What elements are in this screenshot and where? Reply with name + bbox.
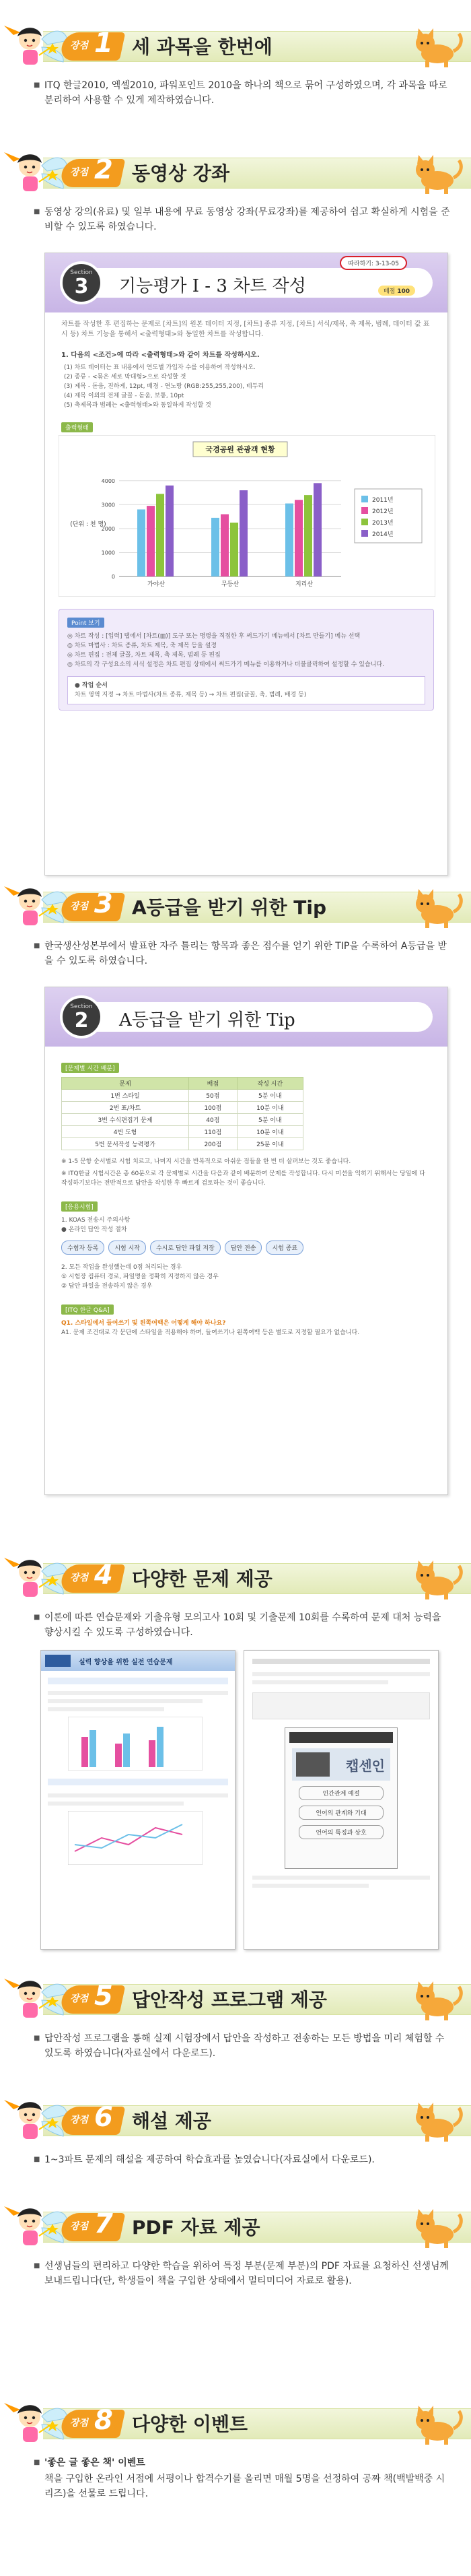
bar xyxy=(137,509,145,576)
x-tick-label: 가야산 xyxy=(147,581,166,588)
feature-description: ■ 답안작성 프로그램을 통해 실제 시험장에서 답안을 작성하고 전송하는 모든 방법을 미리 체험할 수 있도록 하였습니다(자료실에서 다운로드). xyxy=(34,2031,451,2061)
flow-tag: [응용시험] xyxy=(61,1201,98,1212)
feature-header xyxy=(0,20,471,73)
feature-title: 다양한 이벤트 xyxy=(132,2413,248,2435)
mini-line-chart xyxy=(68,1811,203,1865)
event-title: ■ '좋은 글 좋은 책' 이벤트 xyxy=(34,2455,451,2470)
feature-badge-label: 장점 xyxy=(70,2418,89,2429)
table-row: 3번 수식편집기 문제 40점 5분 이내 xyxy=(62,1114,303,1126)
cat-mascot-icon xyxy=(405,1976,466,2023)
time-table xyxy=(61,1077,303,1150)
lesson-header xyxy=(45,253,447,312)
lesson-preview-chart xyxy=(44,253,448,876)
lesson-title: 기능평가 I - 3 차트 작성 xyxy=(119,276,306,296)
note-item: ※ ITQ한글 시험시간은 총 60분으로 각 문제별로 시간을 다음과 같이 배분하여 문제를 작성합니다. 다시 미션을 익히기 위해서는 당일에 다 작성하기보다는 전반적으로 답안을 작성한 후 빠르게 검토하는 것이 좋습니다. xyxy=(61,1170,425,1187)
feature-badge-number: 8 xyxy=(94,2405,113,2436)
table-header: 작성 시간 xyxy=(237,1078,303,1090)
feature-header xyxy=(0,2398,471,2450)
point-item: ◎ 차트의 각 구성요소의 서식 설정은 차트 편집 상태에서 써드가기 메뉴를 이용하거나 더블클릭하여 설정할 수 있습니다. xyxy=(67,661,384,668)
flow-step: 수험자 등록 xyxy=(61,1241,104,1255)
flow-note: ② 답안 파일을 전송하지 않은 경우 xyxy=(61,1283,153,1290)
flow-intro: 1. KOAS 전송시 주의사항 xyxy=(61,1217,131,1224)
feature-title: 동영상 강좌 xyxy=(132,162,229,185)
feature-header xyxy=(0,2201,471,2253)
legend-swatch xyxy=(361,496,368,502)
legend-swatch xyxy=(361,507,368,514)
flow-step: 시험 시작 xyxy=(108,1241,146,1255)
y-tick-label: 0 xyxy=(111,574,115,580)
bar xyxy=(221,515,229,576)
exam-page-title: 캡센인 xyxy=(346,1758,385,1774)
table-header: 배점 xyxy=(189,1078,238,1090)
table-tag: [문제별 시간 배분] xyxy=(61,1063,119,1073)
qa-question: Q1. 스타일에서 들여쓰기 및 왼쪽여백은 어떻게 해야 하나요? xyxy=(61,1320,226,1327)
flow-intro: ● 온라인 답안 작성 절차 xyxy=(61,1226,127,1233)
exam-item: 언어의 관계와 기대 xyxy=(299,1806,384,1820)
feature-badge-label: 장점 xyxy=(70,2115,89,2125)
condition-item: (1) 차트 데이터는 표 내용에서 연도별 가입자 수를 이용하여 작성하시오. xyxy=(64,364,256,371)
lesson-intro: 차트를 작성한 후 편집하는 문제로 [차트]의 원본 데이터 지정, [차트] 종류 지정, [차트] 서식/제목, 축 제목, 범례, 데이터 값 표시 등) 차트 기능을 통해서 <출력형태>와 동일한 차트를 작성합니다. xyxy=(61,321,430,338)
cat-mascot-icon xyxy=(405,150,466,197)
qa-answer: A1. 문제 조건대로 각 문단에 스타일을 적용해야 하며, 들여쓰기나 왼쪽여백 등은 별도로 지정할 필요가 없습니다. xyxy=(61,1329,360,1336)
flow-note: 2. 모든 작업을 완성했는데 0점 처리되는 경우 xyxy=(61,1264,182,1271)
feature-description: ■ 한국생산성본부에서 발표한 자주 틀리는 항목과 좋은 점수를 얻기 위한 TIP을 수록하여 A등급을 받을 수 있도록 하였습니다. xyxy=(34,939,451,968)
cat-mascot-icon xyxy=(405,2097,466,2144)
cat-mascot-icon xyxy=(405,884,466,931)
bar xyxy=(314,483,322,576)
points-tag: Point 보기 xyxy=(67,618,104,628)
legend-swatch xyxy=(361,530,368,537)
point-item: ◎ 차트 마법사 : 차트 종류, 차트 제목, 축 제목 등을 설정 xyxy=(67,642,217,649)
bar xyxy=(240,490,248,576)
x-tick-label: 무등산 xyxy=(221,581,240,588)
steps-box xyxy=(67,676,425,704)
point-item: ◎ 차트 편집 : 전체 글꼴, 차트 제목, 축 제목, 범례 등 편집 xyxy=(67,652,221,659)
y-tick-label: 4000 xyxy=(101,477,115,484)
chart-ylabel: (단위 : 천 명) xyxy=(70,521,106,528)
lesson-question: 1. 다음의 <조건>에 따라 <출력형태>와 같이 차트를 작성하시오. xyxy=(61,352,260,359)
y-tick-label: 2000 xyxy=(101,525,115,532)
feature-description: ■ ITQ 한글2010, 엑셀2010, 파워포인트 2010을 하나의 책으로 묶어 구성하였으며, 각 과목을 따로 분리하여 사용할 수 있게 제작하였습니다. xyxy=(34,78,451,108)
table-header: 문제 xyxy=(62,1078,189,1090)
bar xyxy=(230,523,238,576)
feature-title: 해설 제공 xyxy=(132,2110,211,2132)
cat-mascot-icon xyxy=(405,2400,466,2447)
file-tag: 따라하기: 3-13-05 xyxy=(340,256,407,270)
feature-title: PDF 자료 제공 xyxy=(132,2216,260,2239)
points-box xyxy=(59,609,434,711)
legend-label: 2013년 xyxy=(372,520,394,527)
exam-page-preview xyxy=(244,1650,439,1950)
legend-label: 2011년 xyxy=(372,497,394,504)
exam-item: 언어의 특징과 상호 xyxy=(299,1825,384,1839)
bar xyxy=(147,506,155,576)
lesson-title: A등급을 받기 위한 Tip xyxy=(119,1010,295,1030)
section-badge: Section 3 xyxy=(60,261,103,304)
legend-label: 2014년 xyxy=(372,531,394,538)
score-badge: 배점 100 xyxy=(378,286,415,296)
condition-item: (2) 종류 - <묶은 세로 막대형>으로 작성할 것 xyxy=(64,374,186,381)
feature-badge-number: 1 xyxy=(94,28,113,59)
flow-step: 수시로 답안 파일 저장 xyxy=(150,1241,221,1255)
feature-title: 세 과목을 한번에 xyxy=(132,36,273,58)
feature-badge-number: 6 xyxy=(94,2102,113,2133)
feature-description: 책을 구입한 온라인 서점에 서평이나 합격수기를 올리면 매월 5명을 선정하여 공짜 책(백발백중 시리즈)을 선물로 드립니다. xyxy=(44,2474,445,2499)
feature-header xyxy=(0,2094,471,2147)
lesson-header xyxy=(45,987,447,1047)
table-row: 5번 문서작성 능력평가 200점 25분 이내 xyxy=(62,1138,303,1150)
feature-badge-number: 2 xyxy=(94,154,113,185)
output-tag: 출력형태 xyxy=(61,422,93,432)
qa-tag: [ITQ 한글 Q&A] xyxy=(61,1304,114,1315)
y-tick-label: 1000 xyxy=(101,550,115,556)
condition-list xyxy=(45,363,447,410)
bar xyxy=(304,495,312,576)
feature-header xyxy=(0,1552,471,1605)
section-badge: Section 2 xyxy=(60,995,103,1038)
feature-title: 답안작성 프로그램 제공 xyxy=(132,1989,327,2011)
feature-title: A등급을 받기 위한 Tip xyxy=(132,896,326,919)
steps-title: ● 작업 순서 xyxy=(75,682,108,689)
condition-item: (4) 제목 이외의 전체 글꼴 - 돋움, 보통, 10pt xyxy=(64,393,184,399)
feature-badge-label: 장점 xyxy=(70,167,89,178)
point-item: ◎ 차트 작성 : [입력] 탭에서 [차트(▥)] 도구 또는 명령을 직접한 후 써드가기 메뉴에서 [차트 만들기] 메뉴 선택 xyxy=(67,633,361,640)
feature-badge-label: 장점 xyxy=(70,2221,89,2232)
flow-note: ① 시험장 컴퓨터 경로, 파일명을 정확히 지정하지 않은 경우 xyxy=(61,1274,219,1280)
cat-mascot-icon xyxy=(405,23,466,70)
feature-description: ■ 이론에 따른 연습문제와 기출유형 모의고사 10회 및 기출문제 10회를 수록하여 문제 대처 능력을 향상시킬 수 있도록 구성하였습니다. xyxy=(34,1610,451,1640)
x-tick-label: 지리산 xyxy=(295,581,314,588)
feature-header xyxy=(0,1973,471,2026)
chart-title: 국경공원 관광객 현황 xyxy=(205,445,275,454)
y-tick-label: 3000 xyxy=(101,502,115,508)
table-row: 1번 스타일 50점 5분 이내 xyxy=(62,1090,303,1102)
legend-swatch xyxy=(361,519,368,525)
flow-step: 답안 전송 xyxy=(225,1241,262,1255)
cat-mascot-icon xyxy=(405,2204,466,2251)
bar xyxy=(295,500,303,576)
feature-title: 다양한 문제 제공 xyxy=(132,1568,273,1590)
feature-description: ■ 동영상 강의(유료) 및 일부 내용에 무료 동영상 강좌(무료강좌)를 제공하여 쉽고 확실하게 시험을 준비할 수 있도록 하였습니다. xyxy=(34,205,451,234)
feature-badge-number: 5 xyxy=(94,1981,113,2012)
condition-item: (5) 축제목과 범례는 <출력형태>와 동일하게 작성할 것 xyxy=(64,402,211,409)
feature-badge-number: 7 xyxy=(94,2208,113,2239)
bar-chart xyxy=(59,435,435,597)
practice-page-preview xyxy=(40,1650,236,1950)
feature-badge-number: 4 xyxy=(94,1560,113,1591)
bar xyxy=(166,486,174,576)
feature-badge-label: 장점 xyxy=(70,901,89,912)
feature-badge-number: 3 xyxy=(94,888,113,919)
feature-description: ■ 1~3파트 문제의 해설을 제공하여 학습효과를 높였습니다(자료실에서 다운로드). xyxy=(34,2152,451,2167)
lesson-preview-tip xyxy=(44,987,448,1495)
flow-steps xyxy=(61,1240,431,1255)
condition-item: (3) 제목 - 돋움, 진하게, 12pt, 배경 - 연노랑 (RGB:255,255,200), 테두리 xyxy=(64,383,264,390)
feature-header xyxy=(0,147,471,199)
feature-badge-label: 장점 xyxy=(70,40,89,51)
table-row: 2번 표/차트 100점 10분 이내 xyxy=(62,1102,303,1114)
table-row: 4번 도형 110점 10분 이내 xyxy=(62,1126,303,1138)
feature-badge-label: 장점 xyxy=(70,1993,89,2004)
practice-title: 실력 향상을 위한 실전 연습문제 xyxy=(79,1659,173,1666)
feature-badge-label: 장점 xyxy=(70,1573,89,1583)
cat-mascot-icon xyxy=(405,1555,466,1602)
mini-chart xyxy=(68,1717,203,1771)
feature-description: ■ 선생님들의 편리하고 다양한 학습을 위하여 특정 부분(문제 부분)의 PDF 자료를 요청하신 선생님께 보내드립니다(단, 학생들이 책을 구입한 상태에서 멀티미디어 자료로 활용). xyxy=(34,2259,451,2288)
bar xyxy=(156,494,164,576)
bar xyxy=(285,504,293,576)
exam-item: 인간관계 예절 xyxy=(299,1786,384,1800)
bar xyxy=(211,518,219,576)
steps-text: 차트 영역 지정 → 차트 마법사(차트 종류, 제목 등) → 차트 편집(글꼴, 축, 범례, 배경 등) xyxy=(75,692,307,698)
legend-label: 2012년 xyxy=(372,508,394,515)
feature-header xyxy=(0,881,471,933)
note-item: ※ 1-5 문항 순서별로 시험 치르고, 나머지 시간을 반복적으로 아쉬운 점들을 한 번 더 살펴보는 것도 좋습니다. xyxy=(61,1158,351,1165)
flow-step: 시험 종료 xyxy=(266,1241,303,1255)
